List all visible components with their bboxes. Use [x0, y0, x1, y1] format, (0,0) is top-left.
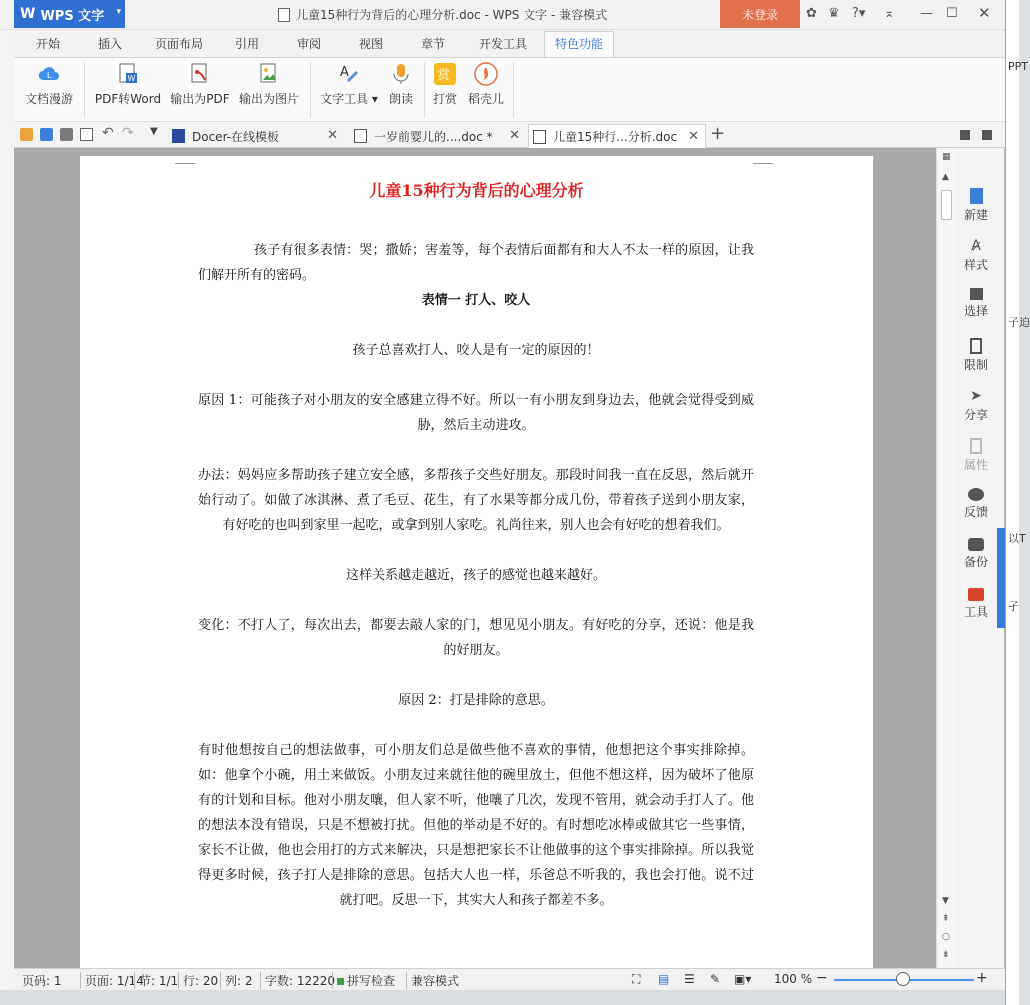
background-text: 子迫	[1008, 316, 1030, 329]
app-name: WPS 文字	[40, 8, 105, 24]
shirt-icon[interactable]: ♛	[828, 6, 840, 21]
status-column[interactable]: 列: 2	[220, 972, 253, 989]
ribbon	[14, 57, 1005, 122]
margin-mark	[175, 154, 195, 164]
redo-icon[interactable]: ↷	[122, 125, 134, 141]
split-view-icon[interactable]: ▦	[942, 152, 951, 162]
status-row[interactable]: 行: 20	[178, 972, 218, 989]
close-icon[interactable]: ✕	[978, 4, 991, 22]
tab-review[interactable]: 审阅	[297, 37, 322, 51]
tab-view[interactable]: 视图	[359, 37, 384, 51]
open-icon[interactable]	[20, 128, 33, 141]
new-tab-icon[interactable]: +	[710, 123, 726, 144]
status-section[interactable]: 节: 1/1	[134, 972, 178, 989]
svg-text:A: A	[340, 65, 349, 80]
panel-expand-handle[interactable]	[997, 528, 1005, 628]
doc-tab-current[interactable]: 儿童15种行...分析.doc ✕	[528, 124, 706, 148]
fullscreen-icon[interactable]: ⛶	[632, 972, 641, 986]
panel-feedback[interactable]: 反馈	[956, 488, 996, 520]
zoom-in-icon[interactable]: +	[976, 970, 988, 986]
print-icon[interactable]	[60, 128, 73, 141]
chevron-down-icon: ▾	[116, 7, 121, 17]
pdf-to-word-button[interactable]: W PDF转Word	[92, 62, 164, 107]
properties-icon	[970, 438, 982, 454]
export-pdf-icon	[188, 62, 212, 86]
background-text: 孑	[1008, 600, 1019, 613]
close-tab-icon[interactable]: ✕	[509, 128, 520, 143]
scroll-down-icon[interactable]: ▼	[942, 896, 949, 906]
styles-icon: A̷	[971, 238, 981, 254]
help-icon[interactable]: ?▾	[852, 6, 866, 21]
tab-list-icon[interactable]	[960, 130, 970, 140]
new-document-icon	[970, 188, 983, 204]
text-tools-icon	[337, 62, 361, 86]
document-icon	[354, 129, 367, 143]
background-window-right	[1005, 0, 1030, 1005]
skin-icon[interactable]: ✿	[806, 6, 817, 21]
status-page-number[interactable]: 页码: 1	[22, 974, 62, 988]
section-heading: 表情一 打人、咬人	[421, 293, 531, 308]
paragraph: 有时他想按自己的想法做事，可小朋友们总是做些他不喜欢的事情，他想把这个事实排除掉。如：他拿个小碗，用土来做饭。小朋友过来就往他的碗里放土，但他不想这样，因为破坏了他原有的计划和目标。他对小朋友嚷，但人家不听，他嚷了几次，发现不管用，就会动手打人了。他的想法本没有错误，只是不想被打扰。但他的举动是不好的。有时想吃冰棒或做其它一些事情，家长不让做，他也会用打的方式来解决，只是想把家长不让他做事的这个事实排除掉。所以我觉得更多时候，孩子打人是排除的意思。包括大人也一样，乐爸总不听我的，我也会打他。说不过就打吧。反思一下，其实大人和孩子都差不多。	[198, 743, 754, 908]
wps-logo-icon: W	[20, 6, 36, 22]
scroll-up-icon[interactable]: ▲	[942, 172, 949, 182]
print-preview-icon[interactable]	[80, 128, 93, 141]
paragraph: 原因 2：打是排除的意思。	[398, 693, 554, 708]
customize-dropdown-icon[interactable]: ▼	[150, 126, 158, 137]
paragraph: 孩子总喜欢打人、咬人是有一定的原因的！	[352, 343, 600, 358]
close-tab-icon[interactable]: ✕	[688, 129, 699, 144]
background-text: PPT	[1008, 60, 1028, 73]
window-title: 儿童15种行为背后的心理分析.doc - WPS 文字 - 兼容模式	[278, 6, 607, 23]
page-view-icon[interactable]: ▤	[658, 972, 670, 986]
toolbox-icon	[968, 588, 984, 601]
document-body[interactable]	[198, 238, 754, 913]
tab-page-layout[interactable]: 页面布局	[155, 37, 204, 51]
doc-roaming-button[interactable]: L 文档漫游	[22, 62, 76, 107]
export-image-button[interactable]: 输出为图片	[237, 62, 301, 107]
panel-properties[interactable]: 属性	[956, 438, 996, 473]
prev-page-icon[interactable]: ⇞	[942, 914, 950, 924]
collapse-ribbon-icon[interactable]: ⌅	[884, 6, 895, 21]
panel-backup[interactable]: 备份	[956, 538, 996, 570]
document-page[interactable]	[80, 156, 873, 986]
document-icon	[533, 130, 546, 144]
minimize-icon[interactable]: —	[920, 6, 933, 21]
svg-text:L: L	[47, 71, 52, 80]
doc-tab-infant[interactable]: 一岁前婴儿的....doc * ✕	[350, 124, 526, 148]
next-page-icon[interactable]: ⇟	[942, 950, 950, 960]
tab-chapter[interactable]: 章节	[421, 37, 446, 51]
login-button[interactable]: 未登录	[720, 0, 800, 28]
document-workspace[interactable]	[14, 148, 936, 968]
tab-special-features[interactable]: 特色功能	[544, 31, 614, 57]
paragraph: 办法：妈妈应多帮助孩子建立安全感，多帮孩子交些好朋友。那段时间我一直在反思，然后就开始行动了。如做了冰淇淋、煮了毛豆、花生，有了水果等都分成几份，带着孩子送到小朋友家，有好吃的也叫到家里一起吃，或拿到别人家吃。礼尚往来，别人也会有好吃的想着我们。	[198, 468, 754, 533]
share-icon: ➤	[970, 388, 982, 404]
background-text: 以T	[1008, 532, 1026, 545]
status-pages[interactable]: 页面: 1/14	[80, 972, 144, 989]
tab-insert[interactable]: 插入	[98, 37, 123, 51]
close-tab-icon[interactable]: ✕	[327, 128, 338, 143]
tab-developer[interactable]: 开发工具	[479, 37, 528, 51]
backup-icon	[968, 538, 984, 551]
panel-share[interactable]: ➤ 分享	[963, 388, 988, 422]
panel-select[interactable]: 选择	[956, 288, 996, 319]
app-menu-button[interactable]	[14, 0, 125, 28]
cloud-icon	[37, 62, 61, 86]
panel-tools[interactable]: 工具	[956, 588, 996, 620]
ribbon-separator	[310, 62, 311, 118]
scroll-thumb[interactable]	[941, 190, 952, 220]
zoom-out-icon[interactable]: −	[816, 970, 828, 986]
panel-styles[interactable]: A̷ 样式	[963, 238, 988, 272]
panel-restrict[interactable]: 限制	[956, 338, 996, 373]
vertical-scrollbar[interactable]	[936, 148, 956, 968]
paragraph: 变化：不打人了，每次出去，都要去敲人家的门，想见见小朋友。有好吃的分享，还说：他是我的好朋友。	[198, 618, 754, 658]
taskbar-strip	[0, 990, 1005, 1005]
doc-tab-docer[interactable]: Docer-在线模板 ✕	[168, 124, 344, 148]
margin-mark	[753, 154, 773, 164]
title-bar	[0, 0, 1005, 30]
feedback-icon	[968, 488, 984, 501]
text-tools-button[interactable]: A 文字工具 ▾	[318, 62, 380, 107]
ribbon-separator	[424, 62, 425, 118]
window-mode-icon[interactable]	[982, 130, 992, 140]
spell-check-toggle[interactable]: 拼写检查	[332, 972, 395, 989]
reward-icon	[433, 62, 457, 86]
restrict-icon	[970, 338, 982, 354]
side-panel	[956, 148, 996, 968]
select-icon	[970, 288, 983, 300]
zoom-slider-knob[interactable]	[896, 972, 910, 986]
paragraph: 这样关系越走越近，孩子的感觉也越来越好。	[345, 568, 606, 583]
web-view-icon[interactable]: ✎	[710, 972, 721, 986]
pdf-to-word-icon	[116, 62, 140, 86]
paragraph: 原因 1：可能孩子对小朋友的安全感建立得不好。所以一有小朋友到身边去，他就会觉得受到威胁，然后主动进攻。	[198, 393, 754, 433]
svg-text:赏: 赏	[437, 68, 451, 83]
ribbon-separator	[513, 62, 514, 118]
browse-object-icon[interactable]: ○	[942, 932, 950, 942]
microphone-icon	[389, 62, 413, 86]
reading-view-icon[interactable]: ▣▾	[734, 972, 752, 986]
outline-view-icon[interactable]: ☰	[684, 972, 695, 986]
ribbon-separator	[84, 62, 85, 118]
export-pdf-button[interactable]: 输出为PDF	[170, 62, 230, 107]
maximize-icon[interactable]: ☐	[946, 6, 958, 21]
status-bar	[14, 968, 1005, 990]
svg-text:W: W	[127, 74, 136, 83]
paragraph: 孩子有很多表情：哭；撒娇；害羞等，每个表情后面都有和大人不太一样的原因，让我们解开所有的密码。	[198, 243, 754, 283]
docer-button[interactable]: 稻壳儿	[466, 62, 506, 107]
reward-button[interactable]: 赏 打赏	[430, 62, 460, 107]
tab-home[interactable]: 开始	[36, 37, 61, 51]
compat-mode-label: 兼容模式	[406, 972, 459, 989]
docer-tab-icon	[172, 129, 185, 143]
document-icon	[278, 8, 290, 22]
status-word-count[interactable]: 字数: 12220	[260, 972, 335, 989]
tab-references[interactable]: 引用	[235, 37, 260, 51]
export-image-icon	[257, 62, 281, 86]
docer-icon	[474, 62, 498, 86]
read-aloud-button[interactable]: 朗读	[386, 62, 416, 107]
document-heading: 儿童15种行为背后的心理分析	[369, 181, 584, 200]
save-icon[interactable]	[40, 128, 53, 141]
quick-access-bar	[14, 122, 1005, 148]
undo-icon[interactable]: ↶	[102, 125, 114, 141]
menu-tabs	[14, 31, 1005, 57]
panel-new[interactable]: 新建	[956, 188, 996, 223]
zoom-level[interactable]: 100 %	[774, 972, 813, 986]
